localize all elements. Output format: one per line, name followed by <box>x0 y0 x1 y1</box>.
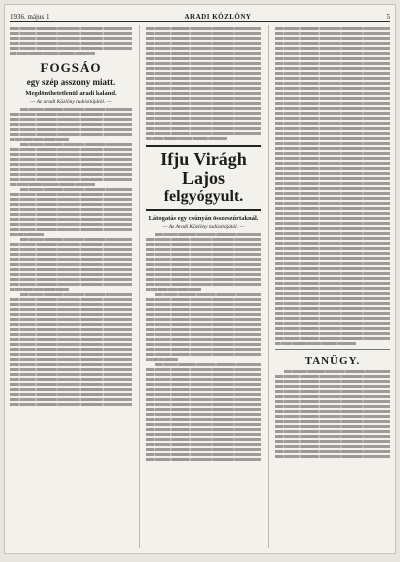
tanugy-title: TANÜGY. <box>304 355 361 367</box>
fogsao-byline: — Az aradi Közlöny tudósítójától. — <box>30 99 112 105</box>
virag-title-line-2: felgyógyult. <box>163 188 244 205</box>
header-newspaper-name: ARADI KÖZLÖNY <box>184 13 252 21</box>
fogsao-title: FOGSÁO <box>40 60 102 75</box>
column-2-top-text <box>146 27 261 140</box>
column-2 <box>139 25 261 548</box>
virag-title-line-1: Ifju Virágh Lajos <box>160 149 247 188</box>
virag-headline-box <box>146 145 261 211</box>
column-1-top-text <box>10 27 132 55</box>
page-header <box>10 9 390 22</box>
newspaper-page <box>4 4 396 554</box>
column-1 <box>10 25 132 548</box>
virag-head: Látogatás egy csúnyán összeszúrtaknál. <box>148 215 259 222</box>
article-columns <box>10 25 390 548</box>
fogsao-article-body <box>10 108 132 406</box>
column-3 <box>268 25 390 548</box>
column-3-divider <box>275 349 390 350</box>
tanugy-body <box>275 370 390 458</box>
header-date: 1936. május 1 <box>10 13 50 21</box>
fogsao-subtitle: egy szép asszony miatt. <box>26 77 116 87</box>
virag-byline: — Az Aradi Közlöny tudósítójától. — <box>162 224 245 230</box>
virag-article-body <box>146 233 261 461</box>
fogsao-head: Megdönthetetlenül aradi kaland. <box>25 90 117 97</box>
header-page-number: 5 <box>386 13 390 21</box>
column-3-text <box>275 27 390 345</box>
